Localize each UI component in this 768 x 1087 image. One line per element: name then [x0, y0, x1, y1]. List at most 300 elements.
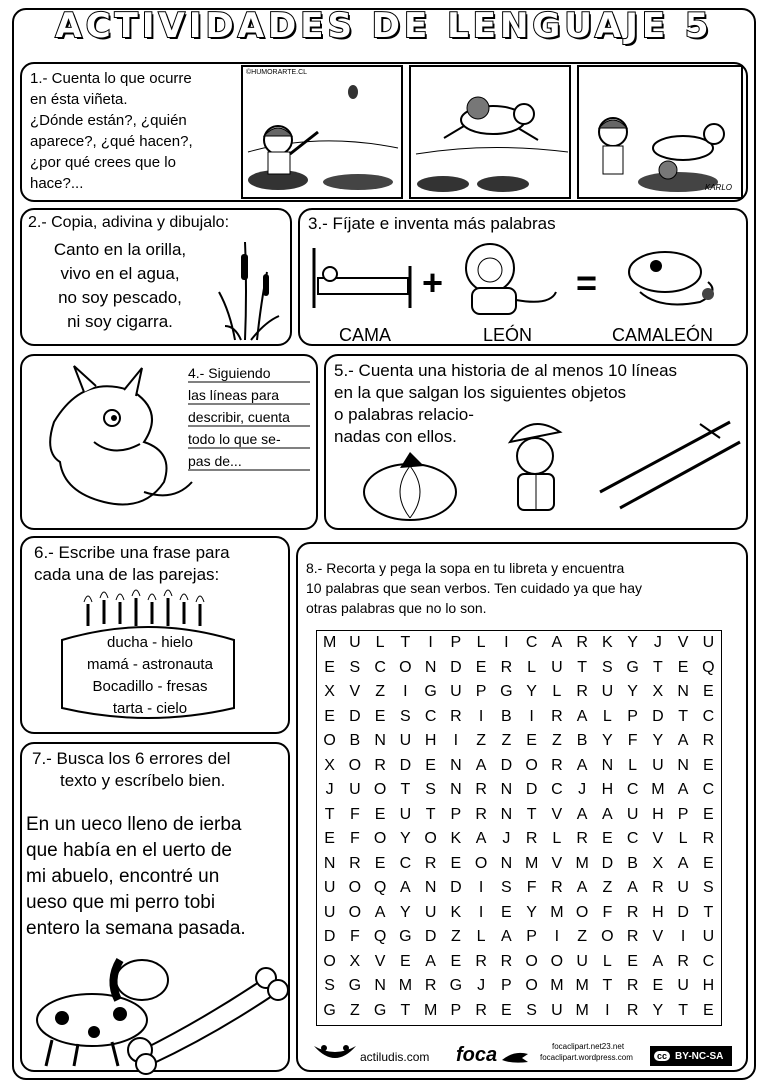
dragon-illustration — [24, 362, 194, 522]
grid-letter: D — [323, 928, 336, 945]
grid-letter: R — [551, 707, 563, 725]
grid-letter: P — [450, 1001, 462, 1019]
grid-letter: D — [525, 781, 538, 798]
grid-letter: U — [450, 683, 462, 700]
grid-letter: R — [475, 1001, 487, 1019]
grid-letter: A — [400, 879, 411, 896]
grid-letter: Z — [450, 928, 461, 945]
grid-letter: D — [450, 879, 462, 896]
grid-letter: T — [678, 707, 689, 725]
grid-letter: N — [424, 879, 437, 896]
grid-letter: D — [424, 928, 437, 945]
pair-item: mamá - astronauta — [87, 656, 213, 673]
grid-letter: Y — [400, 830, 411, 847]
grid-letter: A — [551, 634, 563, 651]
grid-letter: I — [605, 1001, 610, 1019]
grid-letter: L — [375, 634, 385, 651]
activity-5-line: 5.- Cuenta una historia de al menos 10 líneas — [334, 361, 678, 380]
grid-letter: A — [576, 756, 588, 774]
footer-site-wordpress: focaclipart.wordpress.com — [540, 1053, 633, 1062]
grid-letter: C — [399, 854, 412, 872]
grid-letter: I — [529, 707, 534, 725]
grid-letter: A — [677, 781, 689, 798]
grid-letter: Y — [652, 732, 664, 749]
grid-letter: I — [554, 928, 560, 945]
grid-letter: N — [450, 756, 462, 774]
grid-letter: Z — [501, 732, 512, 749]
grid-letter: E — [374, 707, 386, 725]
grid-letter: S — [425, 781, 436, 798]
grid-letter: N — [500, 781, 513, 798]
grid-letter: A — [475, 830, 487, 847]
grid-letter: M — [575, 854, 589, 872]
comic-strip — [238, 62, 746, 202]
grid-row — [317, 631, 721, 656]
grid-letter: Y — [400, 903, 411, 921]
equals-sign: = — [576, 262, 598, 303]
grid-letter: C — [525, 634, 538, 651]
footer-foca-logo: foca — [456, 1044, 498, 1066]
grid-letter: M — [423, 1001, 438, 1019]
activity-7-body-line: ueso que mi perro tobi — [26, 892, 216, 913]
grid-letter: D — [677, 903, 689, 921]
grid-row — [317, 925, 721, 950]
grid-letter: Z — [577, 928, 588, 945]
riddle-line: vivo en el agua, — [60, 264, 180, 283]
grid-letter: A — [652, 952, 664, 970]
grid-letter: U — [399, 805, 412, 823]
grid-letter: R — [626, 903, 639, 921]
grid-letter: P — [627, 707, 638, 725]
grid-letter: V — [652, 830, 664, 847]
grid-letter: A — [677, 732, 689, 749]
grid-letter: O — [550, 952, 564, 970]
grid-letter: U — [551, 1001, 563, 1019]
grid-letter: E — [501, 903, 512, 921]
grid-letter: R — [702, 830, 715, 847]
grid-letter: C — [626, 781, 639, 798]
grid-letter: Q — [373, 879, 387, 896]
grid-letter: E — [324, 658, 335, 676]
grid-letter: M — [322, 634, 337, 651]
activity-5-line: nadas con ellos. — [334, 427, 457, 446]
grid-letter: E — [703, 756, 714, 774]
grid-letter: L — [552, 830, 562, 847]
grid-letter: B — [349, 732, 361, 749]
grid-letter: N — [450, 781, 462, 798]
grid-letter: D — [652, 707, 664, 725]
grid-letter: N — [500, 854, 513, 872]
grid-letter: L — [527, 658, 537, 676]
grid-letter: T — [400, 1001, 411, 1019]
grid-letter: U — [551, 658, 563, 676]
grid-row — [317, 729, 721, 754]
grid-letter: S — [400, 707, 411, 725]
grid-letter: A — [374, 903, 386, 921]
activity-3-heading: 3.- Fíjate e inventa más palabras — [308, 214, 556, 233]
grid-letter: U — [702, 634, 715, 651]
grid-row — [317, 876, 721, 901]
grid-letter: V — [551, 854, 563, 872]
grid-letter: J — [502, 830, 511, 847]
grid-letter: O — [601, 928, 614, 945]
grid-letter: R — [652, 879, 664, 896]
grid-letter: R — [475, 781, 487, 798]
grid-letter: D — [349, 707, 361, 725]
word-cama: CAMA — [339, 325, 392, 345]
grid-letter: A — [576, 879, 588, 896]
grid-letter: T — [703, 903, 714, 921]
word-camaleon: CAMALEÓN — [612, 325, 714, 345]
grid-letter: U — [677, 977, 689, 994]
grid-letter: L — [476, 634, 486, 651]
activity-7-body-line: En un ueco lleno de ierba — [26, 814, 242, 835]
grid-letter: R — [349, 854, 361, 872]
grid-letter: F — [526, 879, 537, 896]
grid-letter: Z — [476, 732, 487, 749]
grid-row — [317, 656, 721, 681]
story-objects — [340, 412, 740, 522]
activity-7-body-line: entero la semana pasada. — [26, 918, 246, 939]
activity-4-line: pas de... — [188, 453, 242, 469]
grid-letter: L — [476, 928, 486, 945]
grid-letter: R — [374, 756, 386, 774]
grid-row — [317, 803, 721, 828]
riddle — [30, 238, 210, 334]
grid-row — [317, 680, 721, 705]
grid-letter: E — [703, 805, 714, 823]
grid-letter: A — [475, 756, 487, 774]
grid-letter: E — [677, 658, 689, 676]
grid-letter: L — [602, 952, 612, 970]
grid-letter: U — [601, 683, 614, 700]
grid-letter: U — [349, 634, 361, 651]
grid-letter: U — [626, 805, 639, 823]
grid-letter: U — [399, 732, 412, 749]
grid-letter: O — [525, 977, 538, 994]
activity-1-text: 1.- Cuenta lo que ocurre en ésta viñeta. ¿Dónde están?, ¿quién aparece?, ¿qué hacen?, ¿por qué crees que lo hace?... — [30, 70, 193, 192]
grid-letter: I — [680, 928, 686, 945]
grid-letter: T — [400, 634, 411, 651]
activity-4-line: todo lo que se- — [188, 431, 281, 447]
grid-letter: E — [475, 658, 487, 676]
grid-letter: U — [652, 756, 664, 774]
grid-letter: I — [478, 707, 484, 725]
activity-5-line: o palabras relacio- — [334, 405, 474, 424]
activity-4-line: las líneas para — [188, 387, 280, 403]
grid-letter: G — [424, 683, 437, 700]
activity-8-heading-line: otras palabras que no lo son. — [306, 600, 487, 616]
activity-7-body-line: mi abuelo, encontré un — [26, 866, 220, 887]
word-search-grid — [316, 630, 722, 1026]
grid-row — [317, 754, 721, 779]
activity-4-line: describir, cuenta — [188, 409, 290, 425]
riddle-line: no soy pescado, — [58, 288, 182, 307]
grid-letter: R — [626, 1001, 639, 1019]
grid-letter: R — [475, 952, 487, 970]
grid-letter: R — [702, 732, 715, 749]
grid-letter: M — [575, 977, 589, 994]
grid-letter: F — [602, 903, 613, 921]
grid-letter: B — [576, 732, 588, 749]
grid-letter: R — [677, 952, 689, 970]
grid-letter: E — [324, 707, 335, 725]
pair-item: Bocadillo - fresas — [92, 678, 208, 695]
grid-letter: E — [703, 1001, 714, 1019]
grid-letter: J — [325, 781, 334, 798]
grid-row — [317, 950, 721, 975]
activity-8-heading-line: 10 palabras que sean verbos. Ten cuidado ya que hay — [306, 580, 642, 596]
pair-item: tarta - cielo — [112, 700, 188, 717]
grid-letter: H — [601, 781, 614, 798]
grid-letter: C — [702, 707, 715, 725]
grid-letter: H — [702, 977, 715, 994]
grid-letter: D — [500, 756, 513, 774]
grid-letter: H — [424, 732, 437, 749]
grid-letter: Z — [375, 683, 386, 700]
grid-letter: C — [702, 952, 715, 970]
grid-letter: A — [501, 928, 512, 945]
activity-8-heading — [306, 558, 642, 618]
grid-letter: F — [349, 830, 360, 847]
grid-letter: B — [627, 854, 638, 872]
grid-letter: C — [626, 830, 639, 847]
grid-row — [317, 974, 721, 999]
grid-letter: O — [474, 854, 488, 872]
grid-letter: B — [501, 707, 512, 725]
grid-letter: O — [575, 903, 589, 921]
grid-letter: X — [652, 683, 664, 700]
grid-letter: A — [627, 879, 638, 896]
grid-letter: E — [703, 683, 714, 700]
grid-letter: G — [399, 928, 412, 945]
grid-letter: G — [449, 977, 463, 994]
grid-letter: E — [501, 1001, 512, 1019]
grid-letter: L — [602, 707, 612, 725]
grid-row — [317, 705, 721, 730]
grid-letter: O — [323, 952, 336, 970]
grid-letter: U — [424, 903, 437, 921]
grid-letter: O — [525, 952, 538, 970]
license-badge — [650, 1046, 732, 1066]
grid-letter: E — [703, 854, 714, 872]
grid-letter: I — [428, 634, 433, 651]
grid-letter: O — [373, 781, 387, 798]
grid-letter: N — [601, 756, 614, 774]
grid-letter: N — [500, 805, 513, 823]
grid-letter: O — [323, 732, 336, 749]
grid-letter: R — [525, 830, 538, 847]
comic-signature: KARLO — [704, 183, 732, 192]
grid-letter: L — [552, 683, 562, 700]
grid-letter: O — [348, 903, 362, 921]
grid-letter: E — [374, 854, 386, 872]
grid-letter: P — [501, 977, 512, 994]
grid-letter: E — [526, 732, 537, 749]
grid-letter: R — [424, 977, 437, 994]
grid-letter: R — [576, 634, 588, 651]
writing-lines — [188, 362, 312, 472]
grid-letter: K — [602, 634, 613, 651]
word-leon: LEÓN — [483, 325, 533, 345]
grid-letter: P — [475, 683, 487, 700]
actiludis-logo — [312, 1040, 358, 1068]
riddle-line: Canto en la orilla, — [53, 240, 187, 259]
grid-letter: P — [450, 805, 462, 823]
grid-letter: F — [349, 928, 360, 945]
grid-letter: H — [652, 903, 664, 921]
comic-credit: ©HUMORARTE.CL — [246, 69, 308, 76]
grid-letter: X — [349, 952, 361, 970]
grid-letter: K — [450, 830, 462, 847]
pairs-list — [60, 632, 240, 720]
activity-6-heading — [34, 542, 230, 586]
grid-letter: Z — [551, 732, 562, 749]
grid-letter: Z — [349, 1001, 360, 1019]
grid-letter: E — [324, 830, 335, 847]
grid-letter: C — [424, 707, 437, 725]
footer-site-actiludis: actiludis.com — [360, 1050, 430, 1064]
grid-letter: S — [526, 1001, 537, 1019]
grid-letter: T — [526, 805, 537, 823]
grid-letter: U — [702, 928, 715, 945]
grid-letter: U — [323, 903, 336, 921]
grid-letter: X — [324, 683, 335, 700]
activity-5-line: en la que salgan los siguientes objetos — [334, 383, 627, 402]
grid-letter: T — [425, 805, 436, 823]
grid-letter: A — [677, 854, 689, 872]
page-title: ACTIVIDADES DE LENGUAJE 5 — [55, 6, 713, 46]
grid-letter: L — [678, 830, 688, 847]
activity-2-heading: 2.- Copia, adivina y dibujalo: — [28, 214, 230, 231]
grid-letter: V — [551, 805, 563, 823]
grid-letter: R — [551, 879, 563, 896]
grid-letter: R — [626, 977, 639, 994]
grid-letter: U — [677, 879, 689, 896]
activity-7-heading-line: texto y escríbelo bien. — [60, 771, 226, 790]
activity-4-line: 4.- Siguiendo — [188, 365, 271, 381]
grid-letter: G — [323, 1001, 336, 1019]
pair-item: ducha - hielo — [107, 634, 193, 651]
camaleon-illustrations — [310, 236, 730, 326]
grid-letter: A — [425, 952, 436, 970]
reed-illustration — [205, 232, 285, 342]
comic-strip-art — [238, 62, 746, 202]
grid-letter: T — [678, 1001, 689, 1019]
grid-letter: Y — [652, 1001, 664, 1019]
grid-letter: G — [348, 977, 362, 994]
grid-letter: E — [425, 756, 436, 774]
grid-letter: T — [400, 781, 411, 798]
grid-letter: R — [475, 805, 487, 823]
grid-letter: I — [504, 634, 509, 651]
footer-site-net: focaclipart.net23.net — [552, 1042, 625, 1051]
grid-letter: O — [525, 756, 538, 774]
grid-letter: N — [677, 756, 689, 774]
grid-letter: T — [324, 805, 335, 823]
grid-letter: I — [478, 879, 484, 896]
grid-letter: Y — [526, 683, 537, 700]
activity-8-heading-line: 8.- Recorta y pega la sopa en tu libreta y encuentra — [306, 560, 625, 576]
grid-letter: R — [626, 928, 639, 945]
plus-sign: + — [422, 262, 444, 303]
grid-letter: V — [677, 634, 689, 651]
seal-icon — [500, 1048, 530, 1064]
grid-letter: E — [450, 854, 462, 872]
grid-letter: M — [575, 1001, 589, 1019]
grid-letter: G — [626, 658, 639, 676]
grid-letter: P — [677, 805, 689, 823]
grid-letter: Y — [602, 732, 613, 749]
grid-letter: T — [602, 977, 613, 994]
grid-letter: M — [550, 977, 564, 994]
grid-letter: O — [348, 756, 362, 774]
activity-7-body — [26, 812, 246, 942]
grid-letter: A — [602, 805, 613, 823]
grid-row — [317, 827, 721, 852]
grid-letter: U — [349, 781, 361, 798]
grid-letter: X — [324, 756, 335, 774]
grid-row — [317, 852, 721, 877]
grid-letter: N — [323, 854, 336, 872]
grid-letter: H — [652, 805, 664, 823]
grid-letter: M — [550, 903, 564, 921]
grid-letter: V — [374, 952, 386, 970]
grid-letter: R — [500, 952, 513, 970]
grid-letter: R — [576, 830, 588, 847]
grid-letter: S — [602, 658, 613, 676]
grid-letter: F — [349, 805, 360, 823]
grid-letter: J — [477, 977, 486, 994]
grid-letter: Q — [702, 658, 715, 676]
grid-letter: L — [628, 756, 638, 774]
grid-letter: M — [398, 977, 413, 994]
grid-letter: T — [652, 658, 663, 676]
grid-letter: S — [703, 879, 714, 896]
grid-letter: G — [373, 1001, 387, 1019]
grid-row — [317, 999, 721, 1024]
license-text: BY-NC-SA — [675, 1050, 724, 1062]
grid-letter: Y — [627, 634, 638, 651]
grid-letter: E — [400, 952, 411, 970]
grid-letter: E — [374, 805, 386, 823]
activity-7-heading — [32, 748, 230, 792]
grid-letter: P — [526, 928, 537, 945]
grid-letter: S — [349, 658, 361, 676]
grid-letter: O — [399, 658, 412, 676]
grid-letter: R — [576, 683, 588, 700]
grid-letter: R — [424, 854, 437, 872]
grid-row — [317, 778, 721, 803]
grid-letter: V — [349, 683, 361, 700]
grid-letter: N — [677, 683, 689, 700]
grid-letter: M — [651, 781, 665, 798]
grid-letter: O — [373, 830, 387, 847]
grid-letter: O — [348, 879, 362, 896]
grid-letter: Y — [627, 683, 638, 700]
grid-letter: C — [374, 658, 386, 676]
grid-letter: R — [551, 756, 563, 774]
grid-letter: I — [403, 683, 408, 700]
grid-letter: A — [576, 707, 588, 725]
grid-letter: N — [374, 977, 386, 994]
grid-letter: A — [576, 805, 588, 823]
grid-letter: J — [653, 634, 662, 651]
grid-letter: I — [478, 903, 484, 921]
activity-7-heading-line: 7.- Busca los 6 errores del — [32, 749, 231, 768]
grid-letter: K — [450, 903, 462, 921]
grid-letter: Z — [602, 879, 613, 896]
